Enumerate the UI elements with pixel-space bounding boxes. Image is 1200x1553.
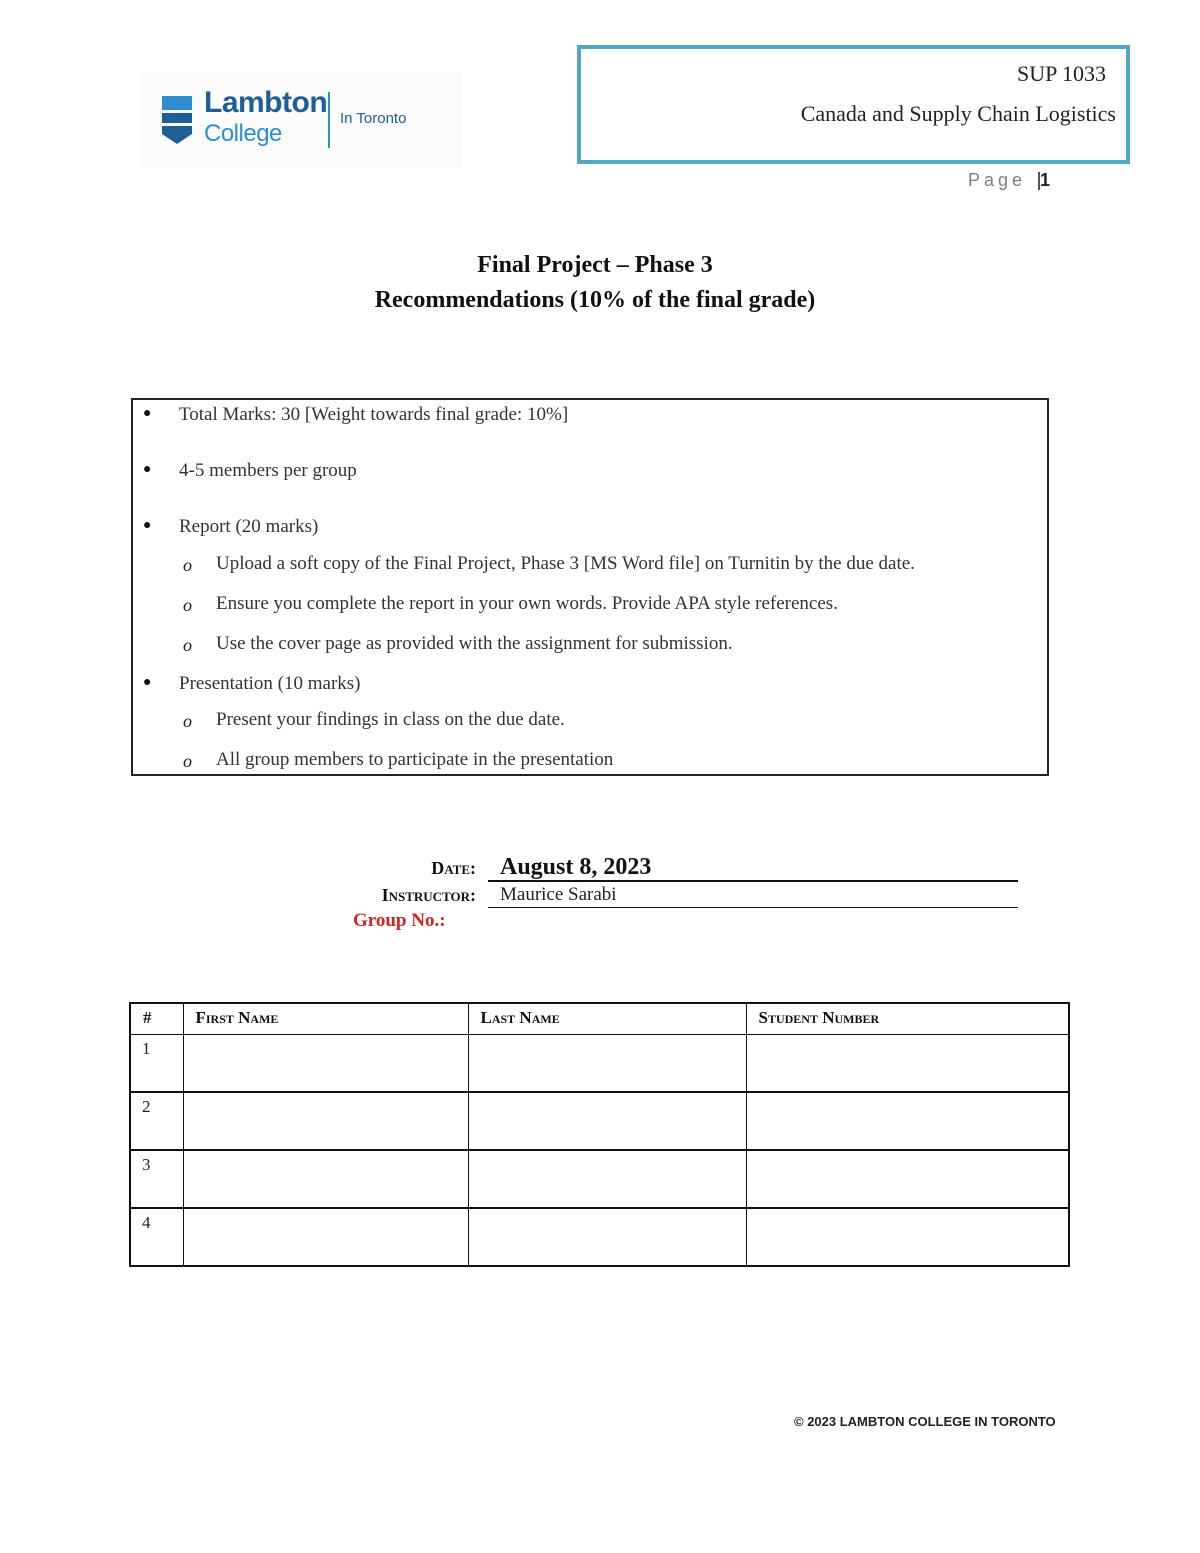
report-item: Use the cover page as provided with the assignment for submission.: [216, 633, 733, 654]
document-title: Final Project – Phase 3: [477, 252, 713, 278]
row-number-cell: 1: [130, 1035, 183, 1093]
copyright-footer: © 2023 LAMBTON COLLEGE IN TORONTO: [794, 1414, 1056, 1429]
group-size-text: 4-5 members per group: [179, 460, 357, 481]
sub-bullet-icon: o: [183, 555, 192, 575]
date-value: August 8, 2023: [500, 854, 652, 880]
last-name-cell[interactable]: [468, 1092, 746, 1150]
table-row: [130, 1208, 1069, 1266]
presentation-item: Present your findings in class on the due date.: [216, 709, 565, 730]
first-name-cell[interactable]: [183, 1092, 468, 1150]
table-row: [130, 1150, 1069, 1208]
column-header-first-name: First Name: [183, 1003, 468, 1035]
bullet-icon: ●: [143, 675, 152, 690]
course-header-box: [577, 45, 1130, 164]
table-row: [130, 1035, 1069, 1093]
logo-subtitle: In Toronto: [340, 110, 407, 127]
row-number-cell: 3: [130, 1150, 183, 1208]
report-item: Ensure you complete the report in your own words. Provide APA style references.: [216, 593, 838, 614]
student-number-cell[interactable]: [746, 1092, 1069, 1150]
last-name-cell[interactable]: [468, 1150, 746, 1208]
report-text: Report (20 marks): [179, 516, 319, 537]
course-code: SUP 1033: [1016, 61, 1106, 86]
presentation-text: Presentation (10 marks): [179, 673, 361, 694]
logo-name-line2: College: [204, 120, 282, 147]
student-number-cell[interactable]: [746, 1150, 1069, 1208]
first-name-cell[interactable]: [183, 1150, 468, 1208]
row-number-cell: 4: [130, 1208, 183, 1266]
first-name-cell[interactable]: [183, 1035, 468, 1093]
instructor-underline: [488, 907, 1018, 908]
student-number-cell[interactable]: [746, 1208, 1069, 1266]
sub-bullet-icon: o: [183, 751, 192, 771]
last-name-cell[interactable]: [468, 1208, 746, 1266]
column-header-student-number: Student Number: [746, 1003, 1069, 1035]
date-label: Date:: [431, 858, 476, 878]
row-number-cell: 2: [130, 1092, 183, 1150]
presentation-item: All group members to participate in the presentation: [216, 749, 614, 770]
student-number-cell[interactable]: [746, 1035, 1069, 1093]
bullet-icon: ●: [143, 406, 152, 421]
instructor-label: Instructor:: [381, 885, 476, 905]
shield-icon: [162, 96, 192, 144]
table-header-row: [130, 1003, 1069, 1035]
group-members-table: [129, 1002, 1070, 1267]
table-row: [130, 1092, 1069, 1150]
page-number: 1: [1040, 170, 1051, 190]
requirements-box: [131, 398, 1049, 776]
sub-bullet-icon: o: [183, 635, 192, 655]
total-marks-text: Total Marks: 30 [Weight towards final grade: 10%]: [179, 404, 569, 425]
bullet-icon: ●: [143, 462, 152, 477]
page-label: Page: [968, 170, 1027, 190]
sub-bullet-icon: o: [183, 595, 192, 615]
first-name-cell[interactable]: [183, 1208, 468, 1266]
bullet-icon: ●: [143, 518, 152, 533]
sub-bullet-icon: o: [183, 711, 192, 731]
college-logo: [140, 72, 462, 168]
logo-name-line1: Lambton: [204, 86, 328, 119]
logo-divider: [328, 92, 330, 148]
course-name: Canada and Supply Chain Logistics: [800, 101, 1116, 126]
column-header-last-name: Last Name: [468, 1003, 746, 1035]
report-item: Upload a soft copy of the Final Project, Phase 3 [MS Word file] on Turnitin by the due date.: [216, 553, 915, 574]
date-underline: [488, 880, 1018, 882]
instructor-value: Maurice Sarabi: [500, 884, 617, 905]
group-number-label: Group No.:: [353, 910, 446, 931]
column-header-number: #: [130, 1003, 183, 1035]
document-subtitle: Recommendations (10% of the final grade): [374, 287, 816, 313]
last-name-cell[interactable]: [468, 1035, 746, 1093]
